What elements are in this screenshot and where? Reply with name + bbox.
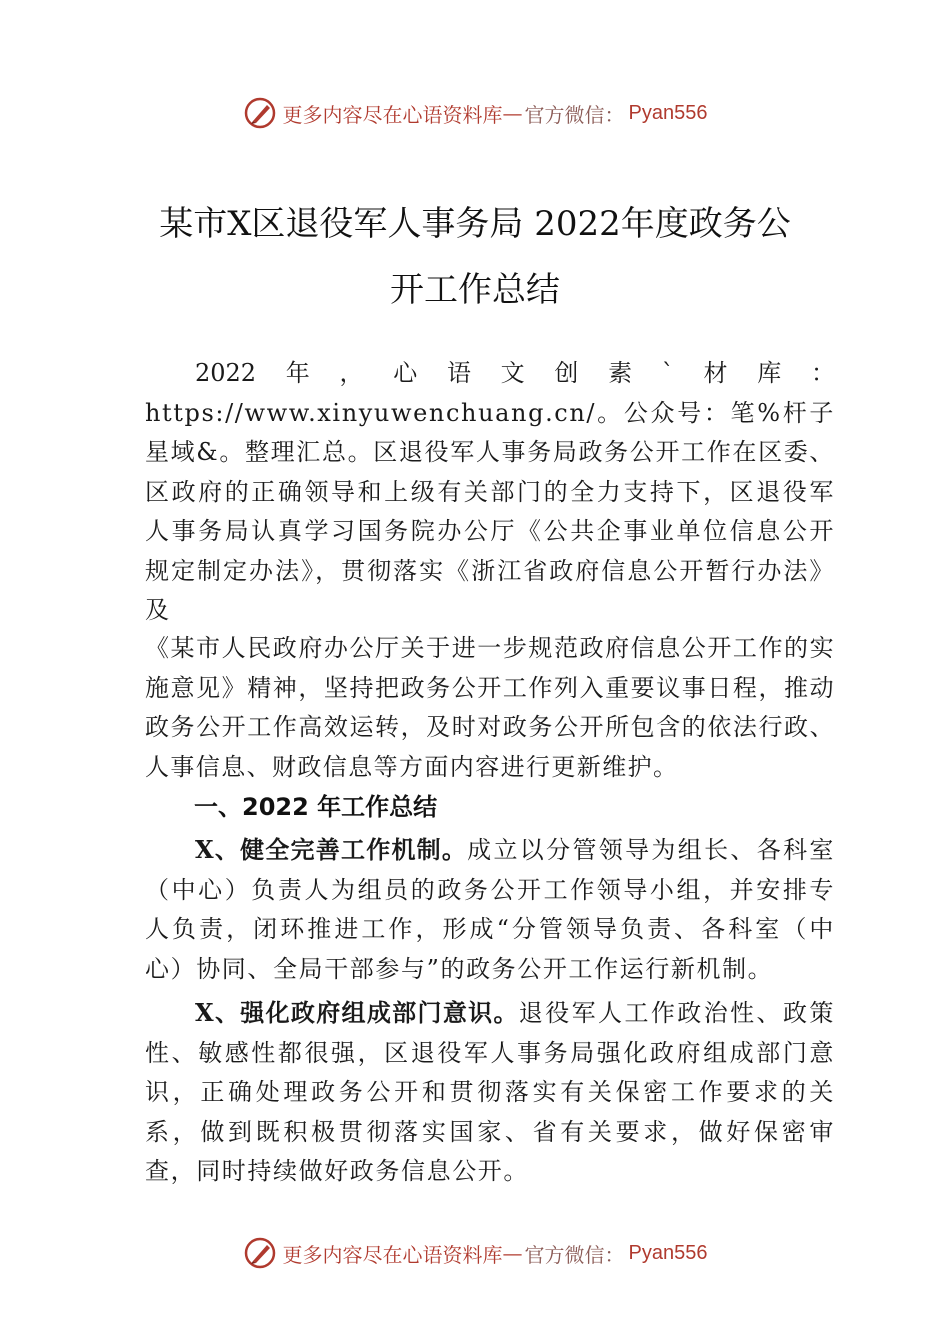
intro-char: ` xyxy=(661,359,674,387)
watermark-wechat-id: Pyan556 xyxy=(628,1241,708,1264)
section-paragraph-2 xyxy=(145,993,835,1192)
watermark-banner-bottom xyxy=(0,1236,950,1270)
pen-logo-icon xyxy=(243,96,277,130)
intro-char: 2022 xyxy=(195,359,257,387)
section-heading: 一、2022 年工作总结 xyxy=(194,793,438,821)
section-title-1: X、健全完善工作机制。 xyxy=(195,835,468,864)
intro-char: 心 xyxy=(393,359,418,387)
intro-body: https://www.xinyuwenchuang.cn/。公众号：笔%杆子星域&。整理汇总。区退役军人事务局政务公开工作在区委、区政府的正确领导和上级有关部门的全力支持下，区退役军人事务局认真学习国务院办公厅《公共企事业单位信息公开规定制定办法》，贯彻落实《浙江省政府信息公开暂行办法》及 xyxy=(145,398,835,624)
section-paragraph-1 xyxy=(145,830,835,989)
intro-char: 材 xyxy=(703,359,728,387)
document-title-line2: 开工作总结 xyxy=(390,270,560,310)
section-title-2: X、强化政府组成部门意识。 xyxy=(195,998,519,1027)
watermark-site: 更多内容尽在心语资料库 xyxy=(282,1242,503,1267)
intro-char: 年 xyxy=(285,359,310,387)
pen-logo-icon xyxy=(243,1236,277,1270)
intro-char: 语 xyxy=(446,359,471,387)
intro-char: 文 xyxy=(500,359,525,387)
intro-char: 素 xyxy=(608,359,633,387)
watermark-wechat-label: 官方微信： xyxy=(524,102,625,127)
intro-paragraph xyxy=(145,354,835,631)
document-title-line1: 某市X区退役军人事务局 2022年度政务公 xyxy=(159,204,791,244)
watermark-wechat-id: Pyan556 xyxy=(628,101,708,124)
intro-first-line xyxy=(145,354,835,394)
intro-char: 库 xyxy=(757,359,782,387)
watermark-site: 更多内容尽在心语资料库 xyxy=(282,102,503,127)
watermark-wechat-label: 官方微信： xyxy=(524,1242,625,1267)
intro-char: ： xyxy=(810,359,835,387)
intro-char: 创 xyxy=(554,359,579,387)
section-body-1: 成立以分管领导为组长、各科室（中心）负责人为组员的政务公开工作领导小组，并安排专人负责，闭环推进工作，形成“分管领导负责、各科室（中心）协同、全局干部参与”的政务公开工作运行新机制。 xyxy=(145,836,836,983)
watermark-dash: — xyxy=(502,1241,523,1265)
watermark-banner-top xyxy=(0,96,950,130)
section-body-2: 退役军人工作政治性、政策性、敏感性都很强，区退役军人事务局强化政府组成部门意识，正确处理政务公开和贯彻落实有关保密工作要求的关系，做到既积极贯彻落实国家、省有关要求，做好保密审查，同时持续做好政务信息公开。 xyxy=(145,999,835,1185)
intro-char: ， xyxy=(339,359,364,387)
watermark-dash: — xyxy=(502,101,523,125)
intro-continuation: 《某市人民政府办公厅关于进一步规范政府信息公开工作的实施意见》精神，坚持把政务公开工作列入重要议事日程，推动政务公开工作高效运转，及时对政务公开所包含的依法行政、人事信息、财政信息等方面内容进行更新维护。 xyxy=(145,634,835,781)
